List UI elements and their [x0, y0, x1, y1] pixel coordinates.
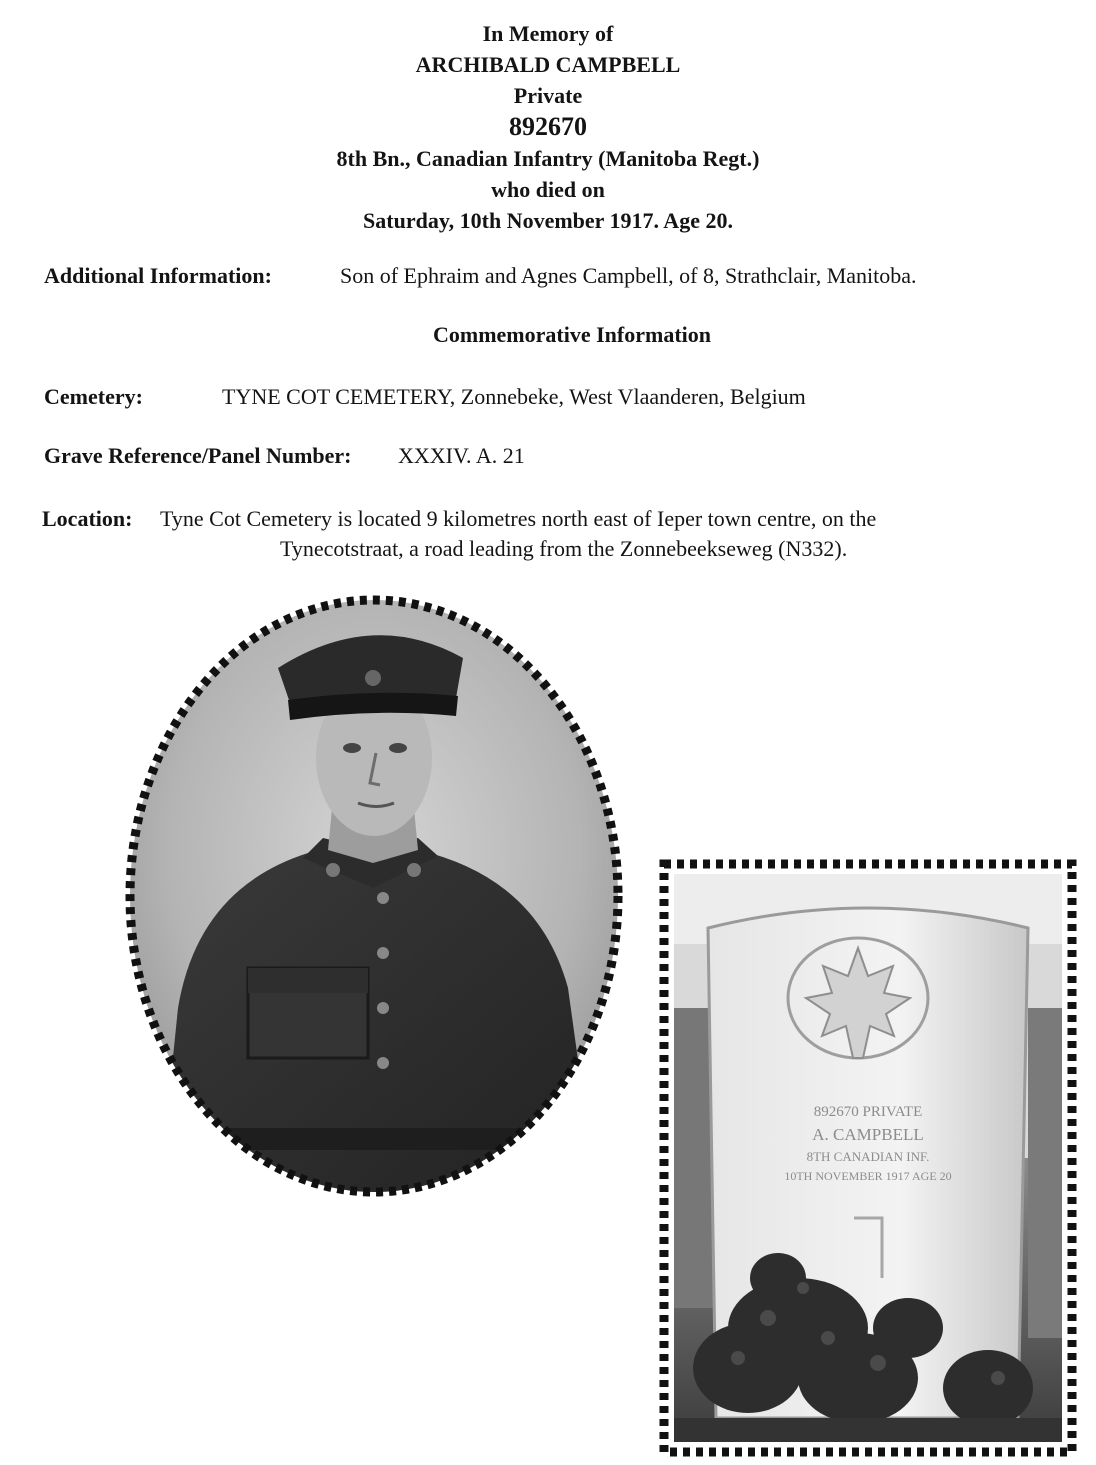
headstone-line-3: 8TH CANADIAN INF.	[806, 1149, 930, 1164]
soldier-portrait-photo	[118, 588, 630, 1204]
headstone-line-4: 10TH NOVEMBER 1917 AGE 20	[784, 1169, 952, 1183]
service-number: 892670	[509, 112, 587, 141]
memorial-header	[0, 18, 1096, 236]
headstone-line-2: A. CAMPBELL	[812, 1125, 924, 1144]
location-line-1: Tyne Cot Cemetery is located 9 kilometres north east of Ieper town centre, on the	[160, 506, 877, 531]
grave-reference-label: Grave Reference/Panel Number:	[44, 443, 352, 468]
date-and-age: Saturday, 10th November 1917. Age 20.	[363, 208, 733, 233]
additional-info-value: Son of Ephraim and Agnes Campbell, of 8, Strathclair, Manitoba.	[340, 263, 917, 288]
soldier-name: ARCHIBALD CAMPBELL	[415, 52, 681, 77]
location-label: Location:	[42, 506, 133, 531]
additional-info-label: Additional Information:	[44, 263, 272, 288]
headstone-line-1: 892670 PRIVATE	[813, 1104, 923, 1120]
in-memory-of: In Memory of	[482, 21, 614, 46]
cemetery-label: Cemetery:	[44, 384, 143, 409]
cemetery-value: TYNE COT CEMETERY, Zonnebeke, West Vlaanderen, Belgium	[222, 384, 806, 409]
grave-reference-value: XXXIV. A. 21	[398, 443, 525, 468]
unit: 8th Bn., Canadian Infantry (Manitoba Regt.)	[336, 146, 760, 171]
died-on-label: who died on	[491, 177, 605, 202]
headstone-photo	[658, 858, 1078, 1458]
section-title: Commemorative Information	[433, 322, 711, 347]
location-line-2: Tynecotstraat, a road leading from the Zonnebeekseweg (N332).	[280, 536, 848, 561]
soldier-rank: Private	[513, 83, 583, 108]
location-row	[0, 505, 1096, 565]
